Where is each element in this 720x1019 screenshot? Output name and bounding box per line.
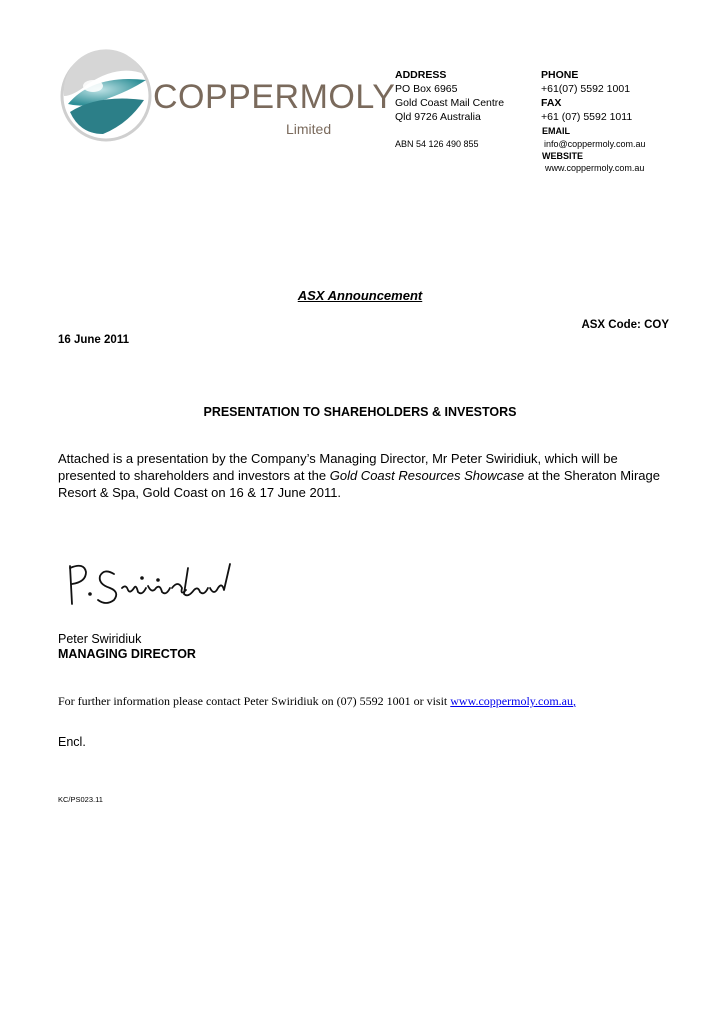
- email-label: EMAIL: [542, 126, 570, 136]
- contact-trail: ,: [573, 694, 577, 708]
- email-address[interactable]: info@coppermoly.com.au: [544, 139, 646, 149]
- logo-emblem-icon: [58, 44, 158, 154]
- address-line3: Qld 9726 Australia: [395, 111, 481, 123]
- document-reference: KC/PS023.11: [58, 795, 103, 804]
- body-text-end: at the Sheraton Mirage Resort & Spa, Gold Coast on 16 & 17 June 2011.: [58, 468, 660, 500]
- contact-sentence: [58, 694, 576, 709]
- website-label: WEBSITE: [542, 151, 584, 161]
- announcement-heading: PRESENTATION TO SHAREHOLDERS & INVESTORS: [203, 405, 517, 419]
- abn-number: ABN 54 126 490 855: [395, 139, 479, 149]
- asx-code: ASX Code: COY: [581, 319, 669, 331]
- fax-label: FAX: [541, 97, 562, 109]
- body-event-name: Gold Coast Resources Showcase: [329, 468, 525, 483]
- phone-number: +61(07) 5592 1001: [541, 83, 631, 95]
- address-label: ADDRESS: [395, 69, 447, 81]
- signer-role: MANAGING DIRECTOR: [58, 647, 196, 661]
- signature-image: [64, 558, 244, 616]
- logo-wordmark: [153, 78, 395, 117]
- announcement-title: ASX Announcement: [297, 288, 423, 303]
- logo-subtitle: Limited: [286, 121, 332, 137]
- contact-text: For further information please contact Peter Swiridiuk on (07) 5592 1001 or visit: [58, 694, 451, 708]
- phone-label: PHONE: [541, 69, 579, 81]
- enclosure-note: Encl.: [58, 735, 86, 749]
- announcement-body: [58, 450, 668, 501]
- address-line2: Gold Coast Mail Centre: [395, 97, 505, 109]
- website-address[interactable]: www.coppermoly.com.au: [545, 163, 645, 173]
- signer-name: Peter Swiridiuk: [58, 632, 142, 646]
- fax-number: +61 (07) 5592 1011: [541, 111, 633, 123]
- body-text-start: Attached is a presentation by the Company’s Managing Director, Mr Peter Swiridiuk, which will be presented to shareholders and investors at the: [58, 451, 618, 483]
- logo-name: COPPERMOLY: [153, 78, 396, 116]
- website-link[interactable]: www.coppermoly.com.au: [450, 694, 574, 708]
- announcement-date: 16 June 2011: [58, 334, 129, 346]
- address-line1: PO Box 6965: [395, 83, 458, 95]
- handwritten-signature-icon: [64, 558, 244, 616]
